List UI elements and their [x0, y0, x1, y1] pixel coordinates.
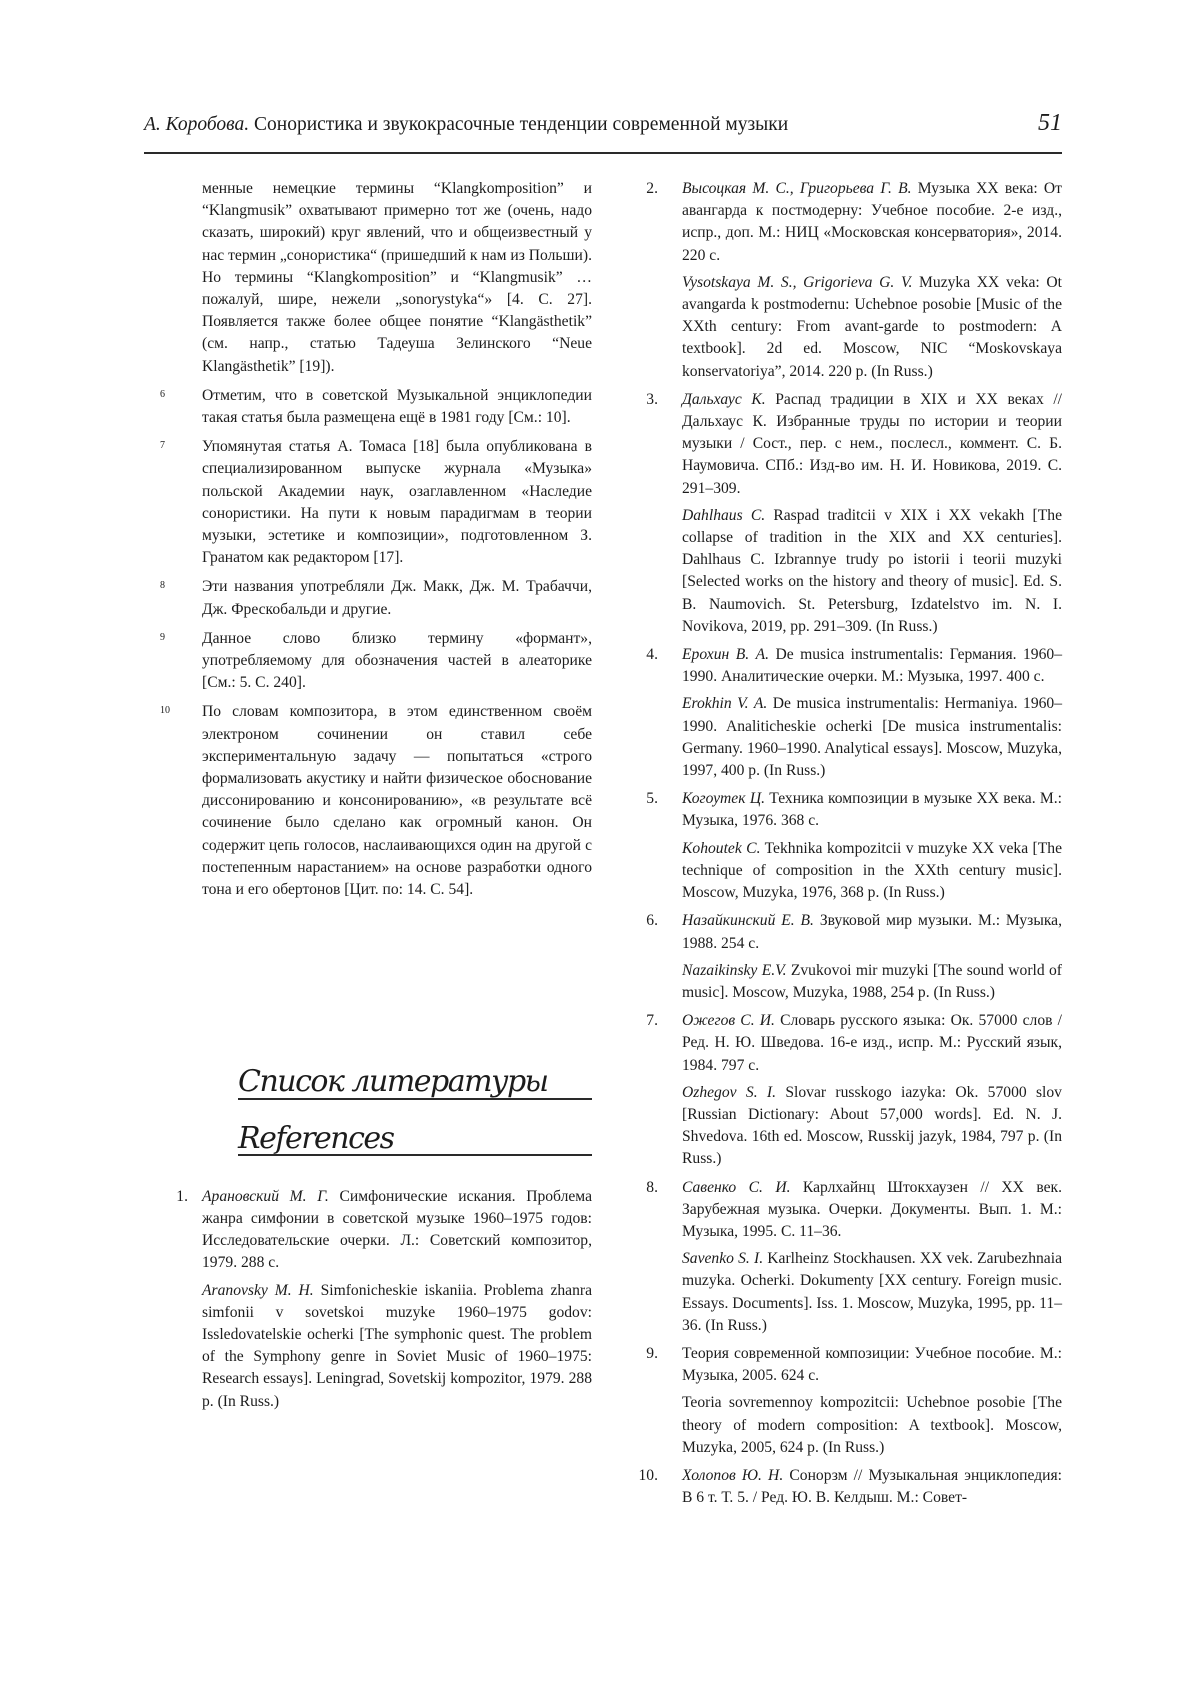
footnote-6	[144, 385, 592, 429]
footnote-10	[144, 701, 592, 901]
reference-author: Dahlhaus C.	[682, 506, 766, 524]
reference-number: 8.	[646, 1178, 658, 1196]
reference-original	[682, 389, 1062, 500]
reference-original	[682, 1010, 1062, 1077]
footnote-text: По словам композитора, в этом единственном своём электроном сочинении он ставил себе экспериментальную задачу — попытаться «строго формализовать акустику и найти физическое обоснование диссонированию и консонированию», «в результате всё сочинение было сделано как огромный канон. Он содержит цепь голосов, наслаивающихся один на другой с постепенным нарастанием» на основе разработки одного тона и его обертонов [Цит. по: 14. С. 54].	[202, 703, 592, 899]
reference-author: Назайкинский Е. В.	[682, 912, 814, 930]
footnote-number: 10	[160, 705, 170, 717]
reference-author: Vysotskaya M. S., Grigorieva G. V.	[682, 273, 913, 291]
reference-transliteration	[682, 1248, 1062, 1337]
reference-text: Симфонические искания. Проблема жанра симфонии в советской музыке 1960–1975 годов: Исследовательские очерки. Л.: Советский композитор, 1979. 288 с.	[202, 1187, 592, 1272]
reference-author: Когоутек Ц.	[682, 790, 765, 808]
reference-1	[144, 1186, 592, 1413]
reference-text: De musica instrumentalis: Hermaniya. 1960–1990. Analiticheskie ocherki [De musica instrumentalis: Germany. 1960–1990. Analytical essays]. Moscow, Muzyka, 1997, 400 p. (In Russ.)	[682, 695, 1063, 780]
reference-7	[624, 1010, 1062, 1170]
reference-number: 1.	[176, 1187, 188, 1205]
reference-text: Техника композиции в музыке XX века. М.: Музыка, 1976. 368 с.	[682, 790, 1062, 830]
reference-author: Дальхаус К.	[682, 390, 766, 408]
reference-text: Raspad traditcii v XIX i XX vekakh [The collapse of tradition in the XIX and XX centuries]. Dahlhaus C. Izbrannye trudy po istorii i teorii muzyki [Selected works on the history and theory of music]. Ed. S. B. Naumovich. St. Petersburg, Izdatelstvo im. N. I. Novikova, 2019, pp. 291–309. (In Russ.)	[682, 506, 1062, 635]
reference-original	[202, 1186, 592, 1275]
footnote-7	[144, 436, 592, 569]
reference-transliteration	[682, 505, 1062, 638]
reference-transliteration	[682, 1392, 1062, 1459]
right-column	[624, 178, 1062, 1509]
reference-transliteration	[202, 1280, 592, 1413]
reference-10	[624, 1465, 1062, 1509]
reference-2	[624, 178, 1062, 383]
reference-author: Savenko S. I.	[682, 1250, 764, 1268]
reference-original	[682, 644, 1062, 688]
reference-number: 10.	[638, 1466, 658, 1484]
reference-transliteration	[682, 693, 1062, 782]
reference-text: Tekhnika kompozitcii v muzyke XX veka [The technique of composition in the XXth century music]. Moscow, Muzyka, 1976, 368 p. (In Russ.)	[682, 839, 1062, 902]
reference-text: Karlheinz Stockhausen. XX vek. Zarubezhnaia muzyka. Ocherki. Dokumenty [XX century. Foreign music. Essays. Documents]. Iss. 1. Moscow, Muzyka, 1995, pp. 11–36. (In Russ.)	[682, 1250, 1062, 1334]
reference-3	[624, 389, 1062, 638]
reference-number: 6.	[646, 912, 658, 930]
reference-original	[682, 178, 1062, 267]
reference-text: Simfonicheskie iskaniia. Problema zhanra simfonii v sovetskoi muzyke 1960–1975 godov: Issledovatelskie ocherki [The symphonic quest. The problem of the Symphony genre in Soviet Music of 1960–1975: Research essays]. Leningrad, Sovetskij kompozitor, 1979. 288 p. (In Russ.)	[202, 1281, 592, 1410]
reference-original	[682, 1177, 1062, 1244]
reference-author: Арановский М. Г.	[202, 1187, 329, 1205]
reference-text: Slovar russkogo iazyka: Ok. 57000 slov [Russian Dictionary: About 57,000 words]. Ed. N. J. Shvedova. 16th ed. Moscow, Russkij jazyk, 1984, 797 p. (In Russ.)	[682, 1083, 1062, 1168]
reference-number: 7.	[646, 1012, 658, 1030]
reference-transliteration	[682, 960, 1062, 1004]
reference-text: Теория современной композиции: Учебное пособие. М.: Музыка, 2005. 624 с.	[682, 1344, 1062, 1385]
header-author: А. Коробова.	[144, 114, 250, 135]
reference-number: 4.	[646, 646, 658, 664]
reference-9	[624, 1343, 1062, 1459]
reference-number: 5.	[646, 790, 658, 808]
reference-4	[624, 644, 1062, 782]
footnote-text: Эти названия употребляли Дж. Макк, Дж. М. Трабаччи, Дж. Фрескобальди и другие.	[202, 578, 592, 618]
header-article-title: Сонористика и звукокрасочные тенденции современной музыки	[249, 114, 789, 135]
reference-original	[682, 1465, 1062, 1509]
reference-number: 9.	[646, 1344, 658, 1362]
section-heading-en: References	[238, 1128, 592, 1156]
footnote-text: Отметим, что в советской Музыкальной энциклопедии такая статья была размещена ещё в 1981 году [См.: 10].	[202, 386, 592, 427]
reference-author: Савенко С. И.	[682, 1178, 791, 1196]
footnote-number: 8	[160, 580, 165, 592]
running-header	[144, 112, 1062, 154]
reference-8	[624, 1177, 1062, 1337]
footnote-number: 7	[160, 440, 165, 452]
reference-author: Aranovsky M. H.	[202, 1281, 314, 1299]
reference-text: Zvukovoi mir muzyki [The sound world of music]. Moscow, Muzyka, 1988, 254 p. (In Russ.)	[682, 961, 1062, 1001]
reference-text: Карлхайнц Штокхаузен // XX век. Зарубежная музыка. Очерки. Документы. Вып. 1. М.: Музыка, 1995. С. 11–36.	[682, 1178, 1063, 1240]
section-heading-ru: Список литературы	[238, 1071, 592, 1099]
reference-number: 3.	[646, 390, 658, 408]
reference-author: Холопов Ю. Н.	[682, 1466, 784, 1484]
footnote-9	[144, 628, 592, 695]
reference-text: Распад традиции в XIX и XX веках // Дальхаус К. Избранные труды по истории и теории музыки / Сост., пер. с нем., послесл., коммент. С. Б. Наумовича. СПб.: Изд-во им. Н. И. Новикова, 2019. С. 291–309.	[682, 390, 1062, 497]
footnote-number: 6	[160, 388, 165, 400]
reference-text: Muzyka XX veka: Ot avangarda k postmodernu: Uchebnoe posobie [Music of the XXth century: From avant-garde to postmodern: A textbook]. 2d ed. Moscow, NIC “Moskovskaya konservatoriya”, 2014. 220 p. (In Russ.)	[682, 273, 1063, 380]
reference-original	[682, 788, 1062, 832]
footnote-8	[144, 576, 592, 620]
reference-transliteration	[682, 838, 1062, 905]
reference-6	[624, 910, 1062, 1004]
reference-original	[682, 1343, 1062, 1387]
left-column	[144, 178, 592, 1413]
footnote-text: Данное слово близко термину «формант», употребляемому для обозначения частей в алеаторике [См.: 5. С. 240].	[202, 629, 592, 692]
reference-author: Ерохин В. А.	[682, 646, 769, 664]
footnote-number: 9	[160, 631, 165, 643]
reference-text: Словарь русского языка: Ок. 57000 слов / Ред. Н. Ю. Шведова. 16-е изд., испр. М.: Русский язык, 1984. 797 с.	[682, 1012, 1062, 1074]
reference-author: Ожегов С. И.	[682, 1012, 775, 1030]
reference-original	[682, 910, 1062, 954]
reference-number: 2.	[646, 180, 658, 197]
reference-author: Nazaikinsky E.V.	[682, 961, 787, 979]
footnote-continuation: менные немецкие термины “Klangkomposition” и “Klangmusik” охватывают примерно тот же (очень, надо сказать, широкий) круг явлений, что и общеизвестный у нас термин „сонористика“ (пришедший к нам из Польши). Но термины “Klangkomposition” и “Klangmusik” …пожалуй, шире, нежели „sonorystyka“» [4. С. 27]. Появляется также более общее понятие “Klangästhetik” (см. напр., статью Тадеуша Зелинского “Neue Klangästhetik” [19]).	[202, 180, 592, 375]
reference-author: Kohoutek C.	[682, 839, 761, 857]
header-title	[144, 114, 788, 136]
reference-text: Teoria sovremennoy kompozitcii: Uchebnoe posobie [The theory of modern composition: A textbook]. Moscow, Muzyka, 2005, 624 p. (In Russ.)	[682, 1394, 1062, 1456]
reference-text: De musica instrumentalis: Германия. 1960–1990. Аналитические очерки. М.: Музыка, 1997. 400 с.	[682, 646, 1062, 686]
reference-text: Звуковой мир музыки. М.: Музыка, 1988. 254 с.	[682, 912, 1062, 952]
reference-5	[624, 788, 1062, 904]
reference-author: Ozhegov S. I.	[682, 1083, 777, 1101]
reference-transliteration	[682, 272, 1062, 383]
reference-text: Сонорзм // Музыкальная энциклопедия: В 6 т. Т. 5. / Ред. Ю. В. Келдыш. М.: Совет-	[682, 1466, 1062, 1507]
reference-text: Музыка XX века: От авангарда к постмодерну: Учебное пособие. 2-е изд., испр., доп. М.: НИЦ «Московская консерватория», 2014. 220 с.	[682, 180, 1062, 264]
reference-author: Высоцкая М. С., Григорьева Г. В.	[682, 180, 912, 197]
reference-author: Erokhin V. A.	[682, 695, 768, 713]
page-number: 51	[1038, 110, 1062, 136]
reference-transliteration	[682, 1082, 1062, 1171]
footnote-text: Упомянутая статья А. Томаса [18] была опубликована в специализированном выпуске журнала «Музыка» польской Академии наук, озаглавленном «Наследие сонористики. На пути к новым парадигмам в теории музыки, эстетике и композиции», подготовленном З. Гранатом как редактором [17].	[202, 438, 592, 567]
